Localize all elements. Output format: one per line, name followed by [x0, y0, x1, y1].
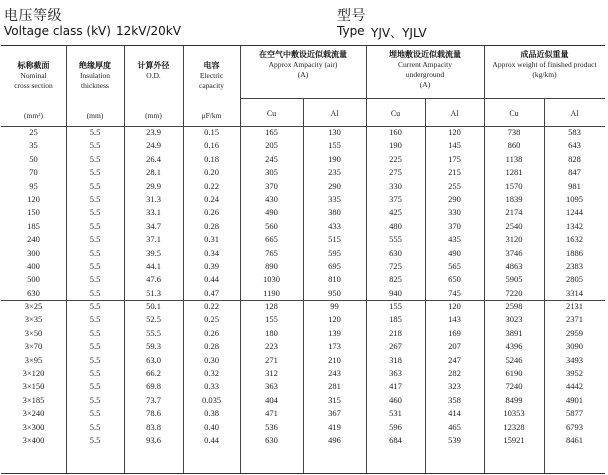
cell-weight-cu: 7240 — [505, 381, 523, 392]
cell-capacity: 0.44 — [204, 434, 219, 445]
cell-nominal-section: 3×120 — [22, 368, 45, 379]
table-row — [1, 354, 605, 367]
cell-insulation-thickness: 5.5 — [89, 167, 101, 178]
cell-weight-al: 643 — [568, 140, 581, 151]
cell-weight-al: 3493 — [566, 354, 583, 365]
cell-nominal-section: 400 — [27, 260, 40, 271]
table-row — [1, 193, 605, 206]
subheader-divider — [240, 98, 605, 99]
cell-air-cu: 245 — [265, 153, 278, 164]
cell-capacity: 0.44 — [204, 274, 219, 285]
cell-capacity: 0.035 — [201, 394, 222, 405]
header-electric-capacity: 电容 Electric capacity — [199, 61, 224, 90]
cell-air-al: 139 — [328, 327, 341, 338]
table-row — [1, 340, 605, 353]
subheader-weight-cu: Cu — [509, 109, 519, 118]
cell-weight-al: 3090 — [566, 341, 583, 352]
cell-ground-al: 650 — [448, 274, 461, 285]
subheader-ground-al: Al — [450, 109, 459, 118]
cell-ground-al: 465 — [448, 421, 461, 432]
cell-air-al: 281 — [328, 381, 341, 392]
table-row — [1, 394, 605, 407]
cell-outer-diameter: 83.8 — [146, 421, 161, 432]
cell-ground-al: 490 — [448, 247, 461, 258]
cell-ground-al: 207 — [448, 341, 461, 352]
cell-air-cu: 223 — [265, 341, 278, 352]
cable-spec-table — [1, 45, 605, 474]
cell-insulation-thickness: 5.5 — [89, 153, 101, 164]
cell-weight-al: 4442 — [566, 381, 583, 392]
cell-insulation-thickness: 5.5 — [89, 220, 101, 231]
cell-ground-al: 290 — [448, 193, 461, 204]
cell-outer-diameter: 26.4 — [146, 153, 161, 164]
cell-insulation-thickness: 5.5 — [89, 301, 101, 312]
cell-nominal-section: 3×50 — [24, 327, 43, 338]
cell-air-al: 120 — [328, 314, 341, 325]
cell-insulation-thickness: 5.5 — [89, 287, 101, 298]
cell-insulation-thickness: 5.5 — [89, 327, 101, 338]
cell-insulation-thickness: 5.5 — [89, 408, 101, 419]
cell-outer-diameter: 29.9 — [146, 180, 161, 191]
cell-outer-diameter: 31.3 — [146, 193, 161, 204]
cell-ground-cu: 218 — [389, 327, 402, 338]
cell-air-cu: 155 — [265, 314, 278, 325]
cell-nominal-section: 3×70 — [24, 341, 43, 352]
cell-nominal-section: 3×35 — [24, 314, 43, 325]
cell-air-al: 99 — [330, 301, 339, 312]
cell-weight-al: 2371 — [566, 314, 583, 325]
cell-capacity: 0.30 — [204, 354, 219, 365]
cell-ground-cu: 318 — [389, 354, 402, 365]
table-row — [1, 287, 605, 300]
table-body — [1, 126, 605, 447]
cell-nominal-section: 630 — [27, 287, 40, 298]
cell-ground-al: 143 — [448, 314, 461, 325]
subheader-air-al: Al — [330, 109, 339, 118]
cell-ground-al: 323 — [448, 381, 461, 392]
cell-weight-al: 6793 — [566, 421, 583, 432]
cell-outer-diameter: 37.1 — [146, 234, 161, 245]
cell-weight-cu: 10353 — [503, 408, 525, 419]
cell-nominal-section: 50 — [29, 153, 38, 164]
header-insulation-thickness: 绝缘厚度 Insulation thickness — [79, 61, 111, 90]
table-row — [1, 153, 605, 166]
cell-ground-cu: 630 — [389, 247, 402, 258]
unit-nominal-section: (mm²) — [24, 111, 43, 120]
cell-outer-diameter: 34.7 — [146, 220, 161, 231]
subheader-ground-cu: Cu — [390, 109, 401, 118]
cell-ground-cu: 190 — [389, 140, 402, 151]
cell-weight-cu: 12328 — [503, 421, 525, 432]
cell-insulation-thickness: 5.5 — [89, 421, 101, 432]
cell-ground-al: 145 — [448, 140, 461, 151]
cell-capacity: 0.26 — [204, 207, 219, 218]
table-row — [1, 273, 605, 286]
cell-nominal-section: 3×400 — [22, 434, 45, 445]
cell-ground-cu: 480 — [389, 220, 402, 231]
cell-insulation-thickness: 5.5 — [89, 260, 101, 271]
cell-air-cu: 536 — [265, 421, 278, 432]
header-approx-weight: 成品近似重量 Approx weight of finished product (kg/km) — [492, 50, 597, 79]
cell-ground-al: 175 — [448, 153, 461, 164]
cell-outer-diameter: 39.5 — [146, 247, 161, 258]
cell-weight-cu: 7220 — [505, 287, 523, 298]
cell-insulation-thickness: 5.5 — [89, 341, 101, 352]
cell-weight-cu: 3120 — [505, 234, 523, 245]
cell-ground-cu: 555 — [389, 234, 402, 245]
cell-air-al: 130 — [328, 127, 341, 137]
table-row — [1, 260, 605, 273]
cell-weight-cu: 1138 — [505, 153, 523, 164]
cell-air-al: 335 — [328, 193, 341, 204]
table-row — [1, 313, 605, 326]
cell-weight-al: 4901 — [566, 394, 583, 405]
cell-capacity: 0.28 — [204, 220, 219, 231]
cell-capacity: 0.40 — [204, 421, 219, 432]
table-row — [1, 206, 605, 219]
cell-air-al: 380 — [328, 207, 341, 218]
cell-air-cu: 404 — [265, 394, 278, 405]
cell-insulation-thickness: 5.5 — [89, 127, 101, 137]
cell-outer-diameter: 47.6 — [146, 274, 161, 285]
cell-air-al: 155 — [328, 140, 341, 151]
cell-insulation-thickness: 5.5 — [89, 180, 101, 191]
cell-outer-diameter: 55.5 — [146, 327, 161, 338]
cell-ground-cu: 940 — [389, 287, 402, 298]
cell-capacity: 0.33 — [204, 381, 219, 392]
cell-air-cu: 128 — [265, 301, 278, 312]
cell-air-cu: 271 — [265, 354, 278, 365]
cell-outer-diameter: 51.3 — [146, 287, 161, 298]
cell-weight-cu: 15921 — [503, 434, 525, 445]
cell-ground-al: 120 — [448, 127, 461, 137]
cell-nominal-section: 500 — [27, 274, 40, 285]
cell-outer-diameter: 69.8 — [146, 381, 161, 392]
cell-weight-al: 8461 — [566, 434, 583, 445]
table-row — [1, 180, 605, 193]
cell-air-al: 419 — [328, 421, 341, 432]
cell-air-al: 190 — [328, 153, 341, 164]
cell-weight-cu: 1839 — [505, 193, 523, 204]
cell-weight-cu: 6190 — [505, 368, 523, 379]
cell-nominal-section: 25 — [29, 127, 38, 137]
header-nominal-section: 标称截面 Nominal cross section — [14, 61, 53, 90]
cell-ground-cu: 375 — [389, 193, 402, 204]
subheader-air-cu: Cu — [266, 109, 277, 118]
cell-ground-cu: 330 — [389, 180, 402, 191]
cell-nominal-section: 70 — [29, 167, 38, 178]
cell-outer-diameter: 24.9 — [146, 140, 161, 151]
cell-nominal-section: 240 — [27, 234, 40, 245]
cell-ground-cu: 185 — [389, 314, 402, 325]
cell-nominal-section: 3×185 — [22, 394, 45, 405]
voltage-class-label-cn: 电压等级 — [4, 8, 62, 24]
cell-air-al: 595 — [328, 247, 341, 258]
cell-ground-cu: 417 — [389, 381, 402, 392]
cell-insulation-thickness: 5.5 — [89, 381, 101, 392]
cell-ground-al: 358 — [448, 394, 461, 405]
cell-ground-al: 745 — [448, 287, 461, 298]
cell-air-cu: 1190 — [263, 287, 280, 298]
cell-air-cu: 205 — [265, 140, 278, 151]
cell-capacity: 0.39 — [204, 260, 219, 271]
cell-ground-al: 215 — [448, 167, 461, 178]
cell-ground-cu: 596 — [389, 421, 402, 432]
cell-weight-cu: 3746 — [505, 247, 523, 258]
cell-air-cu: 305 — [265, 167, 278, 178]
cell-ground-cu: 275 — [389, 167, 402, 178]
cell-outer-diameter: 50.1 — [146, 301, 161, 312]
cell-ground-al: 565 — [448, 260, 461, 271]
cell-capacity: 0.24 — [204, 193, 219, 204]
cell-outer-diameter: 44.1 — [146, 260, 161, 271]
cell-capacity: 0.32 — [204, 368, 219, 379]
cell-capacity: 0.15 — [204, 127, 219, 137]
table-row — [1, 434, 605, 447]
cell-air-al: 433 — [328, 220, 341, 231]
voltage-class-value: 12kV/20kV — [116, 24, 181, 38]
header-outer-diameter: 计算外径 O.D. — [137, 61, 170, 80]
cell-weight-al: 5877 — [566, 408, 583, 419]
cell-weight-cu: 738 — [507, 127, 521, 137]
cell-air-cu: 471 — [265, 408, 278, 419]
cell-weight-al: 2131 — [566, 301, 583, 312]
table-row — [1, 233, 605, 246]
cell-weight-al: 1095 — [566, 193, 583, 204]
cell-air-cu: 370 — [265, 180, 278, 191]
table-row — [1, 421, 605, 434]
table-row — [1, 300, 605, 313]
cell-air-cu: 165 — [265, 127, 278, 137]
cell-weight-cu: 2540 — [505, 220, 523, 231]
cell-nominal-section: 300 — [27, 247, 40, 258]
cell-air-cu: 180 — [265, 327, 278, 338]
cell-ground-al: 539 — [448, 434, 461, 445]
type-label-en: Type — [337, 24, 365, 38]
cell-weight-cu: 5905 — [505, 274, 523, 285]
cell-weight-al: 2959 — [566, 327, 583, 338]
cell-ground-al: 169 — [448, 327, 461, 338]
cell-insulation-thickness: 5.5 — [89, 354, 101, 365]
cell-air-al: 235 — [328, 167, 341, 178]
cell-weight-al: 583 — [568, 127, 581, 137]
cell-air-al: 950 — [328, 287, 341, 298]
cell-ground-al: 330 — [448, 207, 461, 218]
cell-weight-al: 1244 — [566, 207, 583, 218]
cell-nominal-section: 120 — [27, 193, 40, 204]
cell-outer-diameter: 73.7 — [146, 394, 161, 405]
cell-air-al: 695 — [328, 260, 341, 271]
cell-capacity: 0.26 — [204, 327, 219, 338]
cell-weight-cu: 3891 — [505, 327, 523, 338]
cell-weight-cu: 1570 — [505, 180, 523, 191]
cell-nominal-section: 3×25 — [24, 301, 43, 312]
subheader-weight-al: Al — [570, 109, 579, 118]
cell-outer-diameter: 63.0 — [146, 354, 161, 365]
cell-weight-al: 1632 — [566, 234, 583, 245]
cell-nominal-section: 35 — [29, 140, 38, 151]
cell-capacity: 0.22 — [204, 301, 219, 312]
cell-capacity: 0.47 — [204, 287, 219, 298]
cell-capacity: 0.25 — [204, 314, 219, 325]
cell-ground-cu: 460 — [389, 394, 402, 405]
cell-ground-cu: 825 — [389, 274, 402, 285]
cell-nominal-section: 3×95 — [24, 354, 43, 365]
cell-outer-diameter: 33.1 — [146, 207, 161, 218]
cell-air-cu: 630 — [265, 434, 278, 445]
type-label-cn: 型号 — [337, 8, 366, 24]
cell-weight-al: 828 — [568, 153, 581, 164]
cell-nominal-section: 150 — [27, 207, 40, 218]
table-row — [1, 380, 605, 393]
cell-insulation-thickness: 5.5 — [89, 434, 101, 445]
cell-insulation-thickness: 5.5 — [89, 314, 101, 325]
cell-weight-cu: 860 — [507, 140, 521, 151]
cell-ground-al: 255 — [448, 180, 461, 191]
cell-capacity: 0.28 — [204, 341, 219, 352]
cell-insulation-thickness: 5.5 — [89, 140, 101, 151]
cell-air-cu: 665 — [265, 234, 278, 245]
cell-air-al: 243 — [328, 368, 341, 379]
table-row — [1, 166, 605, 179]
cell-air-al: 290 — [328, 180, 341, 191]
cell-outer-diameter: 59.3 — [146, 341, 161, 352]
cell-air-cu: 430 — [265, 193, 278, 204]
cell-outer-diameter: 78.6 — [146, 408, 161, 419]
cell-weight-al: 2383 — [566, 260, 583, 271]
cell-ground-al: 247 — [448, 354, 461, 365]
cell-air-al: 367 — [328, 408, 341, 419]
cell-weight-al: 1342 — [566, 220, 583, 231]
cell-air-al: 210 — [328, 354, 341, 365]
cell-outer-diameter: 28.1 — [146, 167, 161, 178]
cell-air-al: 810 — [328, 274, 341, 285]
cell-outer-diameter: 93.6 — [146, 434, 161, 445]
unit-capacity: μF/km — [201, 111, 222, 120]
cell-ground-cu: 155 — [389, 301, 402, 312]
cell-weight-al: 3952 — [566, 368, 583, 379]
cell-weight-al: 2805 — [566, 274, 583, 285]
cell-ground-cu: 725 — [389, 260, 402, 271]
cell-weight-cu: 4396 — [505, 341, 523, 352]
cell-insulation-thickness: 5.5 — [89, 368, 101, 379]
unit-od: (mm) — [145, 111, 162, 120]
cell-ground-cu: 160 — [389, 127, 402, 137]
cell-weight-al: 847 — [568, 167, 581, 178]
table-row — [1, 327, 605, 340]
cell-ground-cu: 267 — [389, 341, 402, 352]
cell-air-al: 173 — [328, 341, 341, 352]
cell-weight-cu: 1281 — [505, 167, 523, 178]
cell-air-al: 315 — [328, 394, 341, 405]
cell-weight-cu: 3023 — [505, 314, 523, 325]
cell-capacity: 0.34 — [204, 247, 219, 258]
cell-ground-cu: 225 — [389, 153, 402, 164]
cell-weight-cu: 8499 — [505, 394, 523, 405]
table-row — [1, 247, 605, 260]
cell-air-al: 496 — [328, 434, 341, 445]
table-row — [1, 367, 605, 380]
cell-outer-diameter: 52.5 — [146, 314, 161, 325]
voltage-class-label-en: Voltage class (kV) — [4, 24, 111, 38]
cell-ground-cu: 684 — [389, 434, 402, 445]
cell-weight-cu: 2598 — [505, 301, 523, 312]
cell-weight-al: 3314 — [566, 287, 583, 298]
cell-air-cu: 890 — [265, 260, 278, 271]
table-row — [1, 407, 605, 420]
cell-air-al: 515 — [328, 234, 341, 245]
cell-weight-cu: 4863 — [505, 260, 523, 271]
cell-capacity: 0.38 — [204, 408, 219, 419]
cell-air-cu: 312 — [265, 368, 278, 379]
cell-insulation-thickness: 5.5 — [89, 274, 101, 285]
cell-air-cu: 765 — [265, 247, 278, 258]
cell-ground-al: 435 — [448, 234, 461, 245]
cell-insulation-thickness: 5.5 — [89, 207, 101, 218]
cell-air-cu: 363 — [265, 381, 278, 392]
cell-nominal-section: 185 — [27, 220, 40, 231]
cell-insulation-thickness: 5.5 — [89, 394, 101, 405]
cell-nominal-section: 95 — [29, 180, 38, 191]
cell-ground-cu: 425 — [389, 207, 402, 218]
cell-air-cu: 560 — [265, 220, 278, 231]
cell-outer-diameter: 23.9 — [146, 127, 161, 137]
cell-ground-al: 120 — [448, 301, 461, 312]
cell-weight-cu: 2174 — [505, 207, 523, 218]
cell-nominal-section: 3×240 — [22, 408, 45, 419]
cell-ground-cu: 363 — [389, 368, 402, 379]
cell-capacity: 0.16 — [204, 140, 219, 151]
cell-capacity: 0.31 — [204, 234, 219, 245]
cell-insulation-thickness: 5.5 — [89, 234, 101, 245]
cell-ground-al: 370 — [448, 220, 461, 231]
cell-weight-al: 981 — [568, 180, 581, 191]
header-air-ampacity: 在空气中敷设近似载流量 Approx Ampacity (air) (A) — [259, 50, 347, 79]
cell-outer-diameter: 66.2 — [146, 368, 161, 379]
unit-insulation: (mm) — [86, 111, 104, 120]
cell-capacity: 0.20 — [204, 167, 219, 178]
cell-weight-al: 1886 — [566, 247, 583, 258]
table-row — [1, 139, 605, 152]
cell-nominal-section: 3×300 — [22, 421, 45, 432]
cell-insulation-thickness: 5.5 — [89, 193, 101, 204]
cell-ground-al: 414 — [448, 408, 461, 419]
cell-ground-cu: 531 — [389, 408, 402, 419]
table-row — [1, 220, 605, 233]
cell-ground-al: 282 — [448, 368, 461, 379]
table-row — [1, 126, 605, 139]
cell-capacity: 0.18 — [204, 153, 219, 164]
cell-insulation-thickness: 5.5 — [89, 247, 101, 258]
cell-weight-cu: 5246 — [505, 354, 523, 365]
cell-capacity: 0.22 — [204, 180, 219, 191]
cell-nominal-section: 3×150 — [22, 381, 45, 392]
cell-air-cu: 490 — [265, 207, 278, 218]
cell-air-cu: 1030 — [263, 274, 280, 285]
type-value: YJV、YJLV — [371, 26, 427, 40]
header-underground-ampacity: 埋地敷设近似载流量 Current Ampacity underground (A) — [389, 50, 461, 89]
